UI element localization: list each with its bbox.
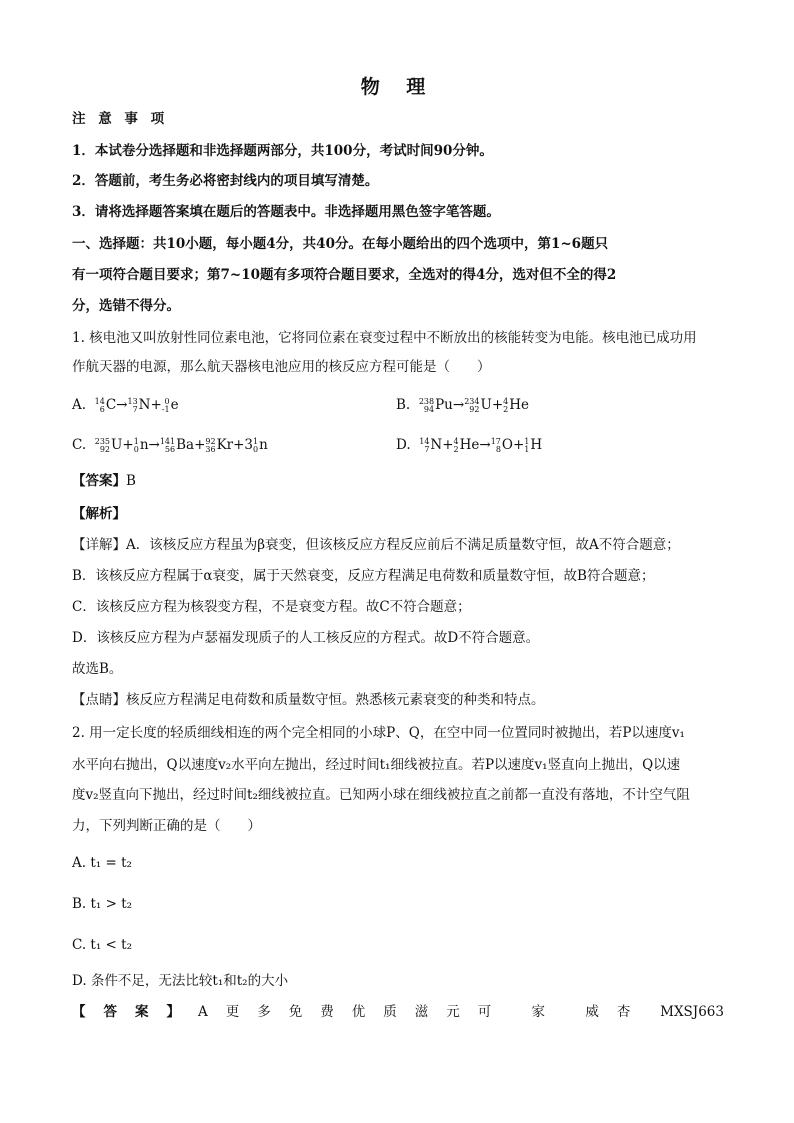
notice-item: 3．请将选择题答案填在题后的答题表中。非选择题用黑色签字笔答题。: [72, 204, 500, 220]
explanation-line: C．该核反应方程为核裂变方程，不是衰变方程。故C不符合题意；: [72, 599, 471, 615]
explanation-line: 【点睛】核反应方程满足电荷数和质量数守恒。熟悉核元素衰变的种类和特点。: [72, 692, 545, 708]
equation-a: 14 6 C→ 13 7 N+ 0 -1 e: [94, 396, 179, 414]
footer-answer-label: 【答案】: [72, 1004, 198, 1020]
option-b: B. t₁ > t₂: [72, 896, 133, 912]
equation-d: 14 7 N+ 4 2 He→ 17 8 O+ 1 1 H: [419, 436, 543, 454]
footer-row: [72, 1001, 724, 1023]
option-label: B.: [396, 397, 411, 413]
footer-code: MXSJ663: [660, 1004, 724, 1020]
question-2-text: 水平向右抛出，Q以速度v₂水平向左抛出，经过时间t₁细线被拉直。若P以速度v₁竖直向上抛出，Q以速: [72, 757, 681, 773]
option-d: [396, 434, 542, 456]
analysis-label: 【解析】: [72, 506, 126, 522]
footer-answer: A: [198, 1004, 226, 1020]
notice-item: 1．本试卷分选择题和非选择题两部分，共100分，考试时间90分钟。: [72, 143, 493, 159]
explanation-line: 【详解】A．该核反应方程虽为β衰变，但该核反应方程反应前后不满足质量数守恒，故A不符合题意；: [72, 537, 680, 553]
question-2-text: 度v₂竖直向下抛出，经过时间t₂细线被拉直。已知两小球在细线被拉直之前都一直没有落地，不计空气阻: [72, 787, 690, 803]
answer-row: [72, 470, 724, 492]
option-c: C. t₁ < t₂: [72, 937, 132, 953]
question-2-text: 2. 用一定长度的轻质细线相连的两个完全相同的小球P、Q，在空中同一位置同时被抛出，若P以速度v₁: [72, 725, 685, 741]
option-a: [72, 394, 179, 416]
option-label: D.: [396, 437, 411, 453]
question-2-text: 力，下列判断正确的是（ ）: [72, 818, 261, 834]
explanation-line: D．该核反应方程为卢瑟福发现质子的人工核反应的方程式。故D不符合题意。: [72, 630, 540, 646]
question-1-text: 1. 核电池又叫放射性同位素电池，它将同位素在衰变过程中不断放出的核能转变为电能。核电池已成功用: [72, 330, 697, 346]
option-b: [396, 394, 529, 416]
option-label: C.: [72, 437, 87, 453]
question-1-text: 作航天器的电源，那么航天器核电池应用的核反应方程可能是（ ）: [72, 359, 491, 375]
footer-text: 更多免费优质滋元可 家 威杏: [225, 1004, 649, 1020]
notice-item: 2．答题前，考生务必将密封线内的项目填写清楚。: [72, 173, 379, 189]
option-d: D. 条件不足，无法比较t₁和t₂的大小: [72, 973, 289, 989]
explanation-line: 故选B。: [72, 661, 123, 677]
option-a: A. t₁ = t₂: [72, 855, 132, 871]
section-heading-line: 分，选错不得分。: [72, 298, 180, 314]
option-c: [72, 434, 268, 456]
explanation-line: B．该核反应方程属于α衰变，属于天然衰变，反应方程满足电荷数和质量数守恒，故B符合题意；: [72, 568, 655, 584]
section-heading-line: 一、选择题：共10小题，每小题4分，共40分。在每小题给出的四个选项中，第1~6题只: [72, 236, 609, 252]
answer-label: 【答案】: [72, 473, 126, 489]
equation-b: 238 94 Pu→ 234 92 U+ 4 2 He: [418, 396, 530, 414]
section-heading-line: 有一项符合题目要求；第7~10题有多项符合题目要求，全选对的得4分，选对但不全的得2: [72, 267, 617, 283]
notice-heading: 注 意 事 项: [72, 111, 169, 127]
answer-value: B: [126, 473, 136, 489]
option-label: A.: [72, 397, 87, 413]
equation-c: 235 92 U+ 1 0 n→ 141 56 Ba+ 92 36 Kr+3 1 0 n: [94, 436, 268, 454]
page-title: 物 理: [360, 76, 436, 98]
